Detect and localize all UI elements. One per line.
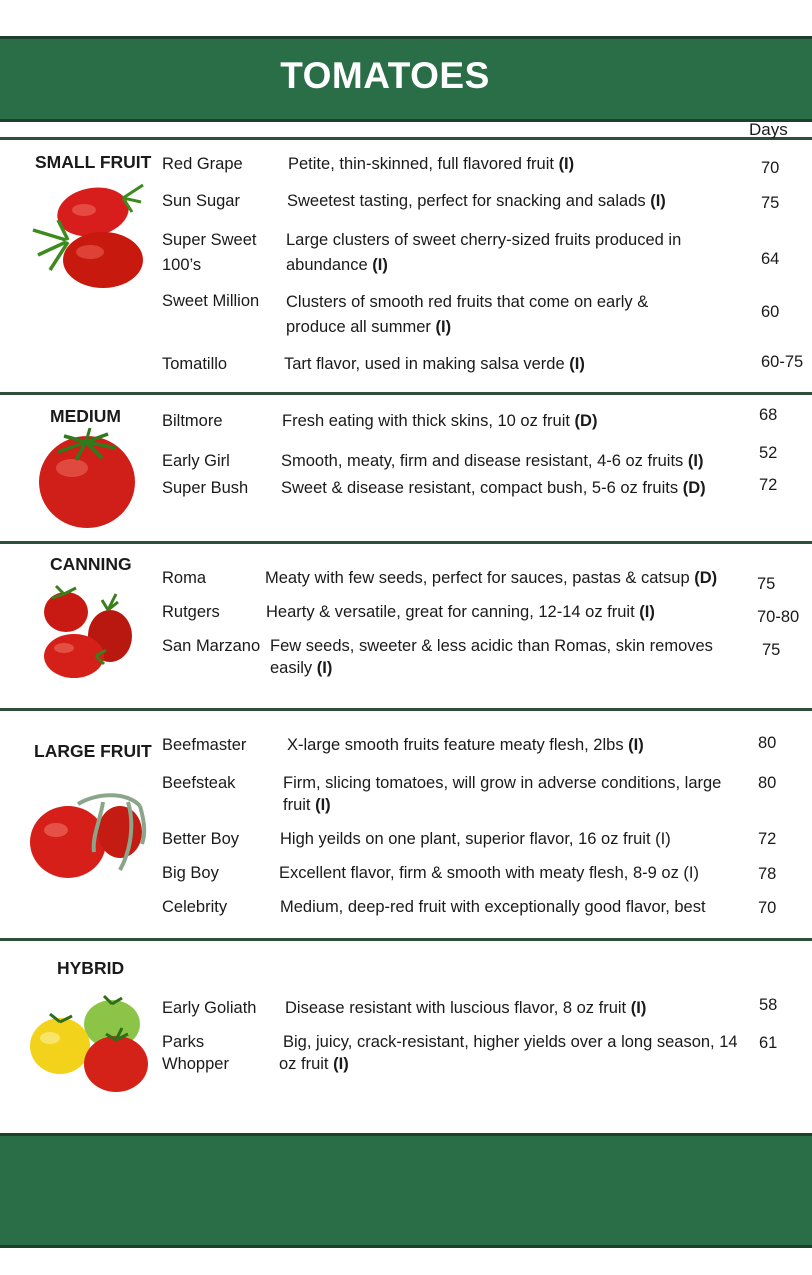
page-title: TOMATOES [280,55,490,96]
section-title-hybrid: HYBRID [57,958,125,978]
variety-name: Super Sweet 100’s [162,231,257,274]
variety-days: 60-75 [761,353,804,371]
variety-days: 80 [758,774,777,792]
variety-name: Parks Whopper [162,1033,229,1073]
variety-description: Sweetest tasting, perfect for snacking and salads (I) [287,192,666,210]
grape-tomato-image [28,180,148,295]
variety-description: Disease resistant with luscious flavor, 8 oz fruit (I) [285,999,647,1017]
variety-days: 75 [762,641,781,659]
variety-description: Smooth, meaty, firm and disease resistant, 4-6 oz fruits (I) [281,452,704,470]
divider [0,938,812,941]
variety-days: 70 [761,159,780,177]
variety-days: 75 [761,194,780,212]
variety-description: Few seeds, sweeter & less acidic than Romas, skin removes easily (I) [270,637,713,677]
variety-days: 72 [759,476,778,494]
variety-description: Sweet & disease resistant, compact bush, 5-6 oz fruits (D) [281,479,706,497]
variety-name: Super Bush [162,479,249,497]
variety-days: 70-80 [757,608,800,626]
variety-description: Petite, thin-skinned, full flavored fruit (I) [288,155,575,173]
mixed-tomato-image [28,994,150,1094]
variety-name: Roma [162,569,207,587]
section-title-large-fruit: LARGE FRUIT [34,741,152,761]
variety-description: X-large smooth fruits feature meaty flesh, 2lbs (I) [287,736,644,754]
variety-days: 75 [757,575,776,593]
variety-days: 64 [761,250,780,268]
variety-days: 80 [758,734,777,752]
variety-name: Sweet Million [162,292,260,310]
variety-days: 68 [759,406,778,424]
variety-name: San Marzano [162,637,261,655]
variety-description: Big, juicy, crack-resistant, higher yields over a long season, 14 oz fruit (I) [279,1033,738,1073]
roma-tomato-image [36,584,136,684]
variety-name: Sun Sugar [162,192,240,210]
variety-description: Meaty with few seeds, perfect for sauces, pastas & catsup (D) [265,569,718,587]
variety-name: Biltmore [162,412,223,430]
variety-description: Excellent flavor, firm & smooth with meaty flesh, 8-9 oz (I) [279,864,699,882]
days-column-header: Days [749,120,788,139]
variety-days: 70 [758,899,777,917]
divider [0,392,812,395]
variety-description: Large clusters of sweet cherry-sized fruits produced in abundance (I) [286,231,682,274]
variety-name: Beefsteak [162,774,236,792]
variety-name: Better Boy [162,830,240,848]
variety-description: Tart flavor, used in making salsa verde (I) [284,355,585,373]
variety-description: Clusters of smooth red fruits that come on early & produce all summer (I) [286,293,649,336]
title-banner [0,36,812,122]
variety-name: Early Girl [162,452,230,470]
variety-name: Beefmaster [162,736,247,754]
variety-name: Red Grape [162,155,243,173]
variety-name: Big Boy [162,864,219,882]
variety-name: Tomatillo [162,355,228,373]
divider [0,541,812,544]
variety-description: Medium, deep-red fruit with exceptionally good flavor, best [280,898,706,916]
variety-days: 61 [759,1034,778,1052]
variety-days: 78 [758,865,777,883]
variety-days: 58 [759,996,778,1014]
variety-name: Early Goliath [162,999,257,1017]
divider [0,137,812,140]
medium-tomato-image [36,428,138,530]
section-title-small-fruit: SMALL FRUIT [35,152,152,172]
variety-name: Rutgers [162,603,220,621]
variety-description: Firm, slicing tomatoes, will grow in adverse conditions, large fruit (I) [283,774,722,814]
section-title-medium: MEDIUM [50,406,121,426]
variety-days: 60 [761,303,780,321]
footer-banner [0,1133,812,1248]
variety-description: High yeilds on one plant, superior flavor, 16 oz fruit (I) [280,830,671,848]
variety-name: Celebrity [162,898,228,916]
variety-description: Hearty & versatile, great for canning, 12-14 oz fruit (I) [266,603,655,621]
variety-days: 52 [759,444,778,462]
vine-tomato-image [28,792,148,884]
divider [0,708,812,711]
variety-days: 72 [758,830,777,848]
section-title-canning: CANNING [50,554,132,574]
variety-description: Fresh eating with thick skins, 10 oz fruit (D) [282,412,598,430]
